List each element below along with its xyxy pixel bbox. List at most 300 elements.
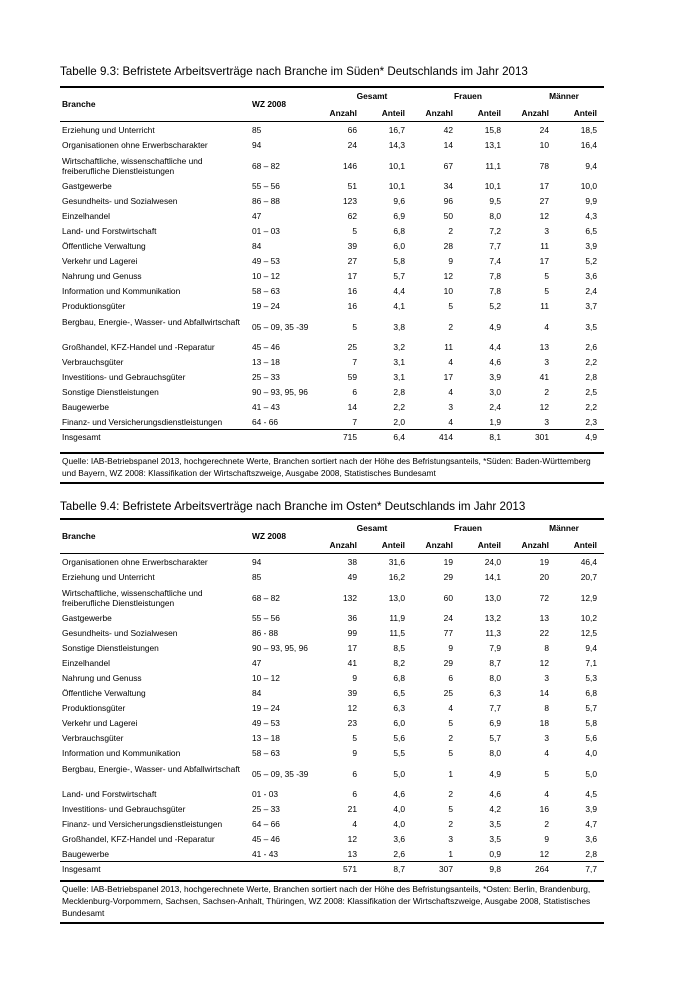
cell-frauen-anzahl: 67 xyxy=(443,160,453,171)
cell-maenner-anzahl: 11 xyxy=(540,241,549,252)
cell-wz: 55 – 56 xyxy=(252,181,280,192)
cell-gesamt-anzahl: 9 xyxy=(352,673,357,684)
table-row xyxy=(60,123,604,138)
cell-branche: Gastgewerbe xyxy=(62,613,112,624)
cell-maenner-anzahl: 78 xyxy=(539,160,549,171)
cell-frauen-anzahl: 4 xyxy=(448,387,453,398)
table-title: Tabelle 9.3: Befristete Arbeitsverträge nach Branche im Süden* Deutschlands im Jahr 2013 xyxy=(60,65,528,78)
header-gesamt: Gesamt xyxy=(356,523,388,533)
cell-frauen-anteil: 13,1 xyxy=(484,140,501,151)
cell-branche: Einzelhandel xyxy=(62,658,110,669)
cell-maenner-anteil: 5,8 xyxy=(585,718,597,729)
cell-frauen-anteil: 6,9 xyxy=(489,718,501,729)
cell-gesamt-anteil: 4,6 xyxy=(393,789,405,800)
cell-wz: 84 xyxy=(252,688,262,699)
cell-branche: Organisationen ohne Erwerbscharakter xyxy=(62,140,208,151)
header-rule xyxy=(60,121,604,122)
table-total-row xyxy=(60,862,604,877)
cell-branche: Information und Kommunikation xyxy=(62,286,181,297)
cell-frauen-anzahl: 4 xyxy=(448,417,453,428)
cell-gesamt-anteil: 2,2 xyxy=(393,402,405,413)
cell-gesamt-anteil: 6,8 xyxy=(393,673,405,684)
cell-maenner-anzahl: 5 xyxy=(544,271,549,282)
cell-maenner-anteil: 7,7 xyxy=(585,864,597,875)
cell-frauen-anteil: 7,8 xyxy=(489,271,501,282)
cell-wz: 94 xyxy=(252,557,262,568)
table-top-rule xyxy=(60,86,604,88)
cell-branche: Insgesamt xyxy=(62,864,101,875)
cell-maenner-anteil: 18,5 xyxy=(580,125,597,136)
cell-frauen-anzahl: 17 xyxy=(443,372,453,383)
cell-branche: Baugewerbe xyxy=(62,849,110,860)
cell-frauen-anzahl: 9 xyxy=(448,256,453,267)
cell-frauen-anzahl: 28 xyxy=(443,241,453,252)
cell-wz: 05 – 09, 35 -39 xyxy=(252,768,309,779)
cell-wz: 10 – 12 xyxy=(252,673,280,684)
cell-wz: 49 – 53 xyxy=(252,718,280,729)
cell-wz: 45 – 46 xyxy=(252,342,280,353)
cell-branche: Wirtschaftliche, wissenschaftliche und freiberufliche Dienstleistungen xyxy=(62,155,203,176)
cell-branche: Investitions- und Gebrauchsgüter xyxy=(62,372,186,383)
cell-branche: Verbrauchsgüter xyxy=(62,733,124,744)
cell-maenner-anzahl: 2 xyxy=(544,819,549,830)
cell-gesamt-anteil: 6,9 xyxy=(393,211,405,222)
table-bottom-rule xyxy=(60,880,604,882)
cell-maenner-anzahl: 24 xyxy=(539,125,549,136)
cell-maenner-anzahl: 17 xyxy=(539,181,549,192)
cell-wz: 41 – 43 xyxy=(252,402,280,413)
source-rule xyxy=(60,482,604,484)
cell-wz: 90 – 93, 95, 96 xyxy=(252,387,308,398)
cell-gesamt-anteil: 5,8 xyxy=(393,256,405,267)
cell-maenner-anzahl: 16 xyxy=(539,804,549,815)
cell-branche: Nahrung und Genuss xyxy=(62,673,142,684)
cell-gesamt-anzahl: 66 xyxy=(347,125,357,136)
cell-wz: 05 – 09, 35 -39 xyxy=(252,321,309,332)
cell-wz: 90 – 93, 95, 96 xyxy=(252,643,308,654)
cell-maenner-anzahl: 72 xyxy=(539,592,549,603)
cell-branche: Finanz- und Versicherungsdienstleistungen xyxy=(62,417,223,428)
cell-maenner-anzahl: 8 xyxy=(544,703,549,714)
cell-gesamt-anteil: 10,1 xyxy=(388,181,405,192)
table-row xyxy=(60,731,604,746)
table-row xyxy=(60,641,604,656)
cell-frauen-anteil: 14,1 xyxy=(484,572,501,583)
cell-gesamt-anzahl: 12 xyxy=(347,703,357,714)
cell-maenner-anzahl: 14 xyxy=(539,688,549,699)
cell-frauen-anteil: 10,1 xyxy=(484,181,501,192)
cell-gesamt-anteil: 3,2 xyxy=(393,342,405,353)
cell-maenner-anteil: 12,5 xyxy=(580,628,597,639)
cell-wz: 19 – 24 xyxy=(252,301,280,312)
cell-frauen-anzahl: 42 xyxy=(443,125,453,136)
cell-maenner-anteil: 7,1 xyxy=(585,658,597,669)
cell-gesamt-anteil: 5,5 xyxy=(393,748,405,759)
cell-maenner-anzahl: 12 xyxy=(539,849,549,860)
total-rule xyxy=(60,429,604,430)
table-row xyxy=(60,370,604,385)
cell-frauen-anzahl: 77 xyxy=(443,628,453,639)
cell-maenner-anteil: 5,3 xyxy=(585,673,597,684)
table-row xyxy=(60,239,604,254)
header-gesamt: Gesamt xyxy=(356,91,388,101)
cell-maenner-anzahl: 27 xyxy=(539,196,549,207)
cell-gesamt-anzahl: 38 xyxy=(347,557,357,568)
cell-gesamt-anteil: 11,5 xyxy=(389,628,405,639)
cell-frauen-anzahl: 3 xyxy=(448,834,453,845)
cell-gesamt-anteil: 8,2 xyxy=(393,658,405,669)
cell-gesamt-anzahl: 6 xyxy=(352,789,357,800)
header-anzahl: Anzahl xyxy=(521,108,549,118)
cell-branche: Großhandel, KFZ-Handel und -Reparatur xyxy=(62,342,215,353)
cell-maenner-anzahl: 5 xyxy=(544,768,549,779)
table-source-note: Quelle: IAB-Betriebspanel 2013, hochgerechnete Werte, Branchen sortiert nach der Höhe des Befristungsanteils, *Süden: Baden-Württemberg und Bayern, WZ 2008: Klassifikation der Wirtschaftszweige, Ausgabe 2008, Statistisches Bundesamt xyxy=(62,456,591,478)
table-row xyxy=(60,284,604,299)
cell-maenner-anzahl: 8 xyxy=(544,643,549,654)
cell-wz: 47 xyxy=(252,658,262,669)
table-total-row xyxy=(60,430,604,445)
cell-gesamt-anteil: 11,9 xyxy=(389,613,405,624)
cell-maenner-anteil: 46,4 xyxy=(580,557,597,568)
total-rule xyxy=(60,861,604,862)
cell-wz: 25 – 33 xyxy=(252,372,280,383)
table-row xyxy=(60,400,604,415)
cell-maenner-anteil: 3,6 xyxy=(585,271,597,282)
cell-maenner-anzahl: 3 xyxy=(544,417,549,428)
table-row xyxy=(60,817,604,832)
cell-gesamt-anteil: 3,8 xyxy=(393,321,405,332)
cell-branche: Land- und Forstwirtschaft xyxy=(62,789,157,800)
table-row xyxy=(60,153,604,179)
cell-maenner-anzahl: 301 xyxy=(535,432,549,443)
cell-maenner-anzahl: 3 xyxy=(544,357,549,368)
cell-maenner-anzahl: 4 xyxy=(544,321,549,332)
cell-frauen-anteil: 5,7 xyxy=(489,733,501,744)
cell-branche: Nahrung und Genuss xyxy=(62,271,142,282)
cell-gesamt-anteil: 14,3 xyxy=(388,140,405,151)
table-row xyxy=(60,209,604,224)
cell-gesamt-anzahl: 9 xyxy=(352,748,357,759)
cell-frauen-anzahl: 5 xyxy=(448,748,453,759)
header-wz: WZ 2008 xyxy=(252,99,286,109)
cell-gesamt-anzahl: 62 xyxy=(347,211,357,222)
cell-gesamt-anzahl: 715 xyxy=(343,432,357,443)
cell-branche: Gastgewerbe xyxy=(62,181,112,192)
cell-branche: Verbrauchsgüter xyxy=(62,357,124,368)
cell-frauen-anteil: 24,0 xyxy=(484,557,501,568)
cell-gesamt-anteil: 4,0 xyxy=(393,819,405,830)
table-row xyxy=(60,340,604,355)
table-row xyxy=(60,299,604,314)
cell-gesamt-anzahl: 132 xyxy=(343,592,357,603)
cell-frauen-anteil: 4,9 xyxy=(489,321,501,332)
table-row xyxy=(60,802,604,817)
header-anteil: Anteil xyxy=(381,540,405,550)
cell-frauen-anzahl: 5 xyxy=(448,301,453,312)
cell-frauen-anzahl: 2 xyxy=(448,819,453,830)
cell-gesamt-anzahl: 6 xyxy=(352,387,357,398)
header-anzahl: Anzahl xyxy=(425,540,453,550)
cell-branche: Bergbau, Energie-, Wasser- und Abfallwirtschaft xyxy=(62,316,240,327)
table-row xyxy=(60,686,604,701)
cell-maenner-anteil: 4,5 xyxy=(585,789,597,800)
cell-gesamt-anzahl: 14 xyxy=(347,402,357,413)
cell-frauen-anzahl: 3 xyxy=(448,402,453,413)
cell-branche: Finanz- und Versicherungsdienstleistungen xyxy=(62,819,223,830)
cell-frauen-anzahl: 14 xyxy=(443,140,453,151)
cell-branche: Verkehr und Lagerei xyxy=(62,256,138,267)
cell-wz: 85 xyxy=(252,125,262,136)
header-anteil: Anteil xyxy=(573,108,597,118)
cell-gesamt-anzahl: 17 xyxy=(347,643,357,654)
cell-gesamt-anteil: 6,0 xyxy=(393,718,405,729)
cell-gesamt-anzahl: 12 xyxy=(347,834,357,845)
cell-gesamt-anteil: 2,0 xyxy=(393,417,405,428)
cell-wz: 86 - 88 xyxy=(252,628,279,639)
cell-wz: 49 – 53 xyxy=(252,256,280,267)
table-row xyxy=(60,761,604,787)
cell-gesamt-anzahl: 16 xyxy=(347,286,357,297)
cell-frauen-anzahl: 24 xyxy=(443,613,453,624)
cell-maenner-anzahl: 4 xyxy=(544,789,549,800)
cell-gesamt-anzahl: 25 xyxy=(347,342,357,353)
table-row xyxy=(60,671,604,686)
cell-wz: 01 - 03 xyxy=(252,789,279,800)
header-frauen: Frauen xyxy=(454,91,482,101)
cell-maenner-anteil: 16,4 xyxy=(580,140,597,151)
cell-maenner-anzahl: 13 xyxy=(539,613,549,624)
cell-gesamt-anteil: 6,8 xyxy=(393,226,405,237)
cell-gesamt-anzahl: 17 xyxy=(347,271,357,282)
cell-frauen-anteil: 8,0 xyxy=(489,673,501,684)
cell-frauen-anteil: 9,5 xyxy=(489,196,501,207)
cell-frauen-anzahl: 6 xyxy=(448,673,453,684)
cell-branche: Verkehr und Lagerei xyxy=(62,718,138,729)
cell-maenner-anzahl: 12 xyxy=(539,211,549,222)
table-row xyxy=(60,194,604,209)
table-row xyxy=(60,355,604,370)
table-row xyxy=(60,385,604,400)
cell-gesamt-anzahl: 59 xyxy=(347,372,357,383)
cell-frauen-anteil: 4,9 xyxy=(489,768,501,779)
cell-frauen-anzahl: 25 xyxy=(443,688,453,699)
cell-branche: Investitions- und Gebrauchsgüter xyxy=(62,804,186,815)
cell-frauen-anteil: 6,3 xyxy=(489,688,501,699)
cell-gesamt-anteil: 3,1 xyxy=(393,372,405,383)
header-anzahl: Anzahl xyxy=(425,108,453,118)
table-row xyxy=(60,585,604,611)
cell-gesamt-anzahl: 123 xyxy=(343,196,357,207)
cell-maenner-anzahl: 22 xyxy=(539,628,549,639)
cell-branche: Gesundheits- und Sozialwesen xyxy=(62,196,178,207)
cell-frauen-anteil: 0,9 xyxy=(489,849,501,860)
cell-maenner-anzahl: 11 xyxy=(540,301,549,312)
cell-wz: 41 - 43 xyxy=(252,849,279,860)
cell-frauen-anzahl: 2 xyxy=(448,226,453,237)
cell-frauen-anzahl: 5 xyxy=(448,718,453,729)
cell-gesamt-anteil: 8,5 xyxy=(393,643,405,654)
cell-gesamt-anzahl: 21 xyxy=(347,804,357,815)
cell-maenner-anteil: 2,8 xyxy=(585,849,597,860)
cell-maenner-anteil: 5,0 xyxy=(585,768,597,779)
cell-gesamt-anzahl: 571 xyxy=(343,864,357,875)
cell-gesamt-anteil: 3,1 xyxy=(393,357,405,368)
cell-gesamt-anzahl: 23 xyxy=(347,718,357,729)
cell-gesamt-anzahl: 99 xyxy=(347,628,357,639)
cell-gesamt-anzahl: 7 xyxy=(352,357,357,368)
cell-frauen-anzahl: 2 xyxy=(448,789,453,800)
table-row xyxy=(60,787,604,802)
cell-frauen-anzahl: 10 xyxy=(443,286,453,297)
header-anzahl: Anzahl xyxy=(329,540,357,550)
table-title: Tabelle 9.4: Befristete Arbeitsverträge nach Branche im Osten* Deutschlands im Jahr 2013 xyxy=(60,500,526,513)
table-row xyxy=(60,701,604,716)
cell-gesamt-anzahl: 4 xyxy=(352,819,357,830)
cell-maenner-anteil: 9,4 xyxy=(585,160,597,171)
cell-branche: Land- und Forstwirtschaft xyxy=(62,226,157,237)
table-row xyxy=(60,269,604,284)
cell-frauen-anteil: 8,0 xyxy=(489,748,501,759)
cell-maenner-anzahl: 41 xyxy=(539,372,549,383)
cell-maenner-anzahl: 12 xyxy=(539,658,549,669)
cell-branche: Produktionsgüter xyxy=(62,301,126,312)
cell-frauen-anzahl: 414 xyxy=(439,432,453,443)
cell-frauen-anzahl: 60 xyxy=(443,592,453,603)
cell-wz: 68 – 82 xyxy=(252,160,280,171)
table-source-note: Quelle: IAB-Betriebspanel 2013, hochgerechnete Werte, Branchen sortiert nach der Höhe des Befristungsanteils, *Osten: Berlin, Brandenburg, Mecklenburg-Vorpommern, Sachsen, Sachsen-Anhalt, Thüringen, WZ 2008: Klassifikation der Wirtschaftszweige, Ausgabe 2008, Statistisches Bundesamt xyxy=(62,884,591,918)
table-row xyxy=(60,415,604,430)
cell-branche: Information und Kommunikation xyxy=(62,748,181,759)
cell-gesamt-anzahl: 49 xyxy=(347,572,357,583)
cell-frauen-anteil: 8,7 xyxy=(489,658,501,669)
header-maenner: Männer xyxy=(549,91,579,101)
cell-maenner-anteil: 10,0 xyxy=(580,181,597,192)
cell-frauen-anzahl: 96 xyxy=(443,196,453,207)
cell-gesamt-anteil: 2,8 xyxy=(393,387,405,398)
table-row xyxy=(60,224,604,239)
cell-gesamt-anzahl: 5 xyxy=(352,321,357,332)
cell-frauen-anzahl: 50 xyxy=(443,211,453,222)
cell-wz: 13 – 18 xyxy=(252,357,280,368)
cell-gesamt-anteil: 9,6 xyxy=(393,196,405,207)
cell-frauen-anteil: 13,0 xyxy=(484,592,501,603)
cell-maenner-anteil: 2,2 xyxy=(585,357,597,368)
table-row xyxy=(60,847,604,862)
table-row xyxy=(60,254,604,269)
header-anzahl: Anzahl xyxy=(329,108,357,118)
header-branche: Branche xyxy=(62,99,96,109)
cell-frauen-anteil: 3,5 xyxy=(489,819,501,830)
cell-frauen-anzahl: 307 xyxy=(439,864,453,875)
cell-maenner-anteil: 3,6 xyxy=(585,834,597,845)
header-anzahl: Anzahl xyxy=(521,540,549,550)
cell-gesamt-anteil: 4,0 xyxy=(393,804,405,815)
cell-branche: Insgesamt xyxy=(62,432,101,443)
cell-gesamt-anteil: 10,1 xyxy=(388,160,405,171)
cell-frauen-anteil: 5,2 xyxy=(489,301,501,312)
cell-frauen-anzahl: 1 xyxy=(448,768,453,779)
header-anteil: Anteil xyxy=(477,540,501,550)
table-row xyxy=(60,716,604,731)
cell-gesamt-anteil: 2,6 xyxy=(393,849,405,860)
cell-branche: Baugewerbe xyxy=(62,402,110,413)
cell-wz: 64 – 66 xyxy=(252,819,280,830)
cell-frauen-anteil: 7,8 xyxy=(489,286,501,297)
header-frauen: Frauen xyxy=(454,523,482,533)
cell-frauen-anteil: 4,4 xyxy=(489,342,501,353)
cell-gesamt-anzahl: 13 xyxy=(347,849,357,860)
cell-wz: 19 – 24 xyxy=(252,703,280,714)
cell-branche: Wirtschaftliche, wissenschaftliche und freiberufliche Dienstleistungen xyxy=(62,587,203,608)
table-row xyxy=(60,832,604,847)
cell-maenner-anzahl: 17 xyxy=(539,256,549,267)
cell-gesamt-anteil: 16,7 xyxy=(388,125,405,136)
cell-maenner-anteil: 5,7 xyxy=(585,703,597,714)
cell-gesamt-anteil: 6,3 xyxy=(393,703,405,714)
cell-gesamt-anzahl: 5 xyxy=(352,226,357,237)
cell-maenner-anteil: 3,5 xyxy=(585,321,597,332)
header-anteil: Anteil xyxy=(381,108,405,118)
table-row xyxy=(60,314,604,340)
cell-maenner-anteil: 5,2 xyxy=(585,256,597,267)
cell-gesamt-anteil: 4,4 xyxy=(393,286,405,297)
table-row xyxy=(60,570,604,585)
cell-gesamt-anteil: 6,4 xyxy=(393,432,405,443)
cell-frauen-anteil: 3,9 xyxy=(489,372,501,383)
cell-maenner-anteil: 2,6 xyxy=(585,342,597,353)
cell-maenner-anzahl: 2 xyxy=(544,387,549,398)
cell-wz: 58 – 63 xyxy=(252,286,280,297)
cell-frauen-anteil: 11,1 xyxy=(485,160,501,171)
cell-frauen-anteil: 7,7 xyxy=(489,703,501,714)
cell-frauen-anzahl: 11 xyxy=(444,342,453,353)
cell-frauen-anteil: 8,0 xyxy=(489,211,501,222)
cell-wz: 58 – 63 xyxy=(252,748,280,759)
cell-gesamt-anzahl: 146 xyxy=(343,160,357,171)
cell-frauen-anteil: 2,4 xyxy=(489,402,501,413)
cell-maenner-anzahl: 5 xyxy=(544,286,549,297)
table-row xyxy=(60,138,604,153)
cell-gesamt-anteil: 3,6 xyxy=(393,834,405,845)
cell-maenner-anteil: 4,9 xyxy=(585,432,597,443)
cell-frauen-anteil: 7,4 xyxy=(489,256,501,267)
cell-maenner-anteil: 6,8 xyxy=(585,688,597,699)
cell-maenner-anzahl: 13 xyxy=(539,342,549,353)
cell-branche: Großhandel, KFZ-Handel und -Reparatur xyxy=(62,834,215,845)
cell-maenner-anteil: 12,9 xyxy=(580,592,597,603)
cell-gesamt-anteil: 13,0 xyxy=(388,592,405,603)
cell-gesamt-anzahl: 51 xyxy=(347,181,357,192)
cell-maenner-anteil: 9,9 xyxy=(585,196,597,207)
table-bottom-rule xyxy=(60,452,604,454)
cell-maenner-anteil: 20,7 xyxy=(580,572,597,583)
table-row xyxy=(60,555,604,570)
cell-wz: 86 – 88 xyxy=(252,196,280,207)
header-rule xyxy=(60,553,604,554)
cell-frauen-anzahl: 29 xyxy=(443,658,453,669)
source-rule xyxy=(60,922,604,924)
header-anteil: Anteil xyxy=(477,108,501,118)
cell-branche: Gesundheits- und Sozialwesen xyxy=(62,628,178,639)
cell-branche: Bergbau, Energie-, Wasser- und Abfallwirtschaft xyxy=(62,763,240,774)
header-branche: Branche xyxy=(62,531,96,541)
cell-maenner-anzahl: 12 xyxy=(539,402,549,413)
cell-wz: 94 xyxy=(252,140,262,151)
cell-frauen-anzahl: 5 xyxy=(448,804,453,815)
cell-gesamt-anzahl: 5 xyxy=(352,733,357,744)
cell-maenner-anzahl: 264 xyxy=(535,864,549,875)
cell-gesamt-anzahl: 36 xyxy=(347,613,357,624)
